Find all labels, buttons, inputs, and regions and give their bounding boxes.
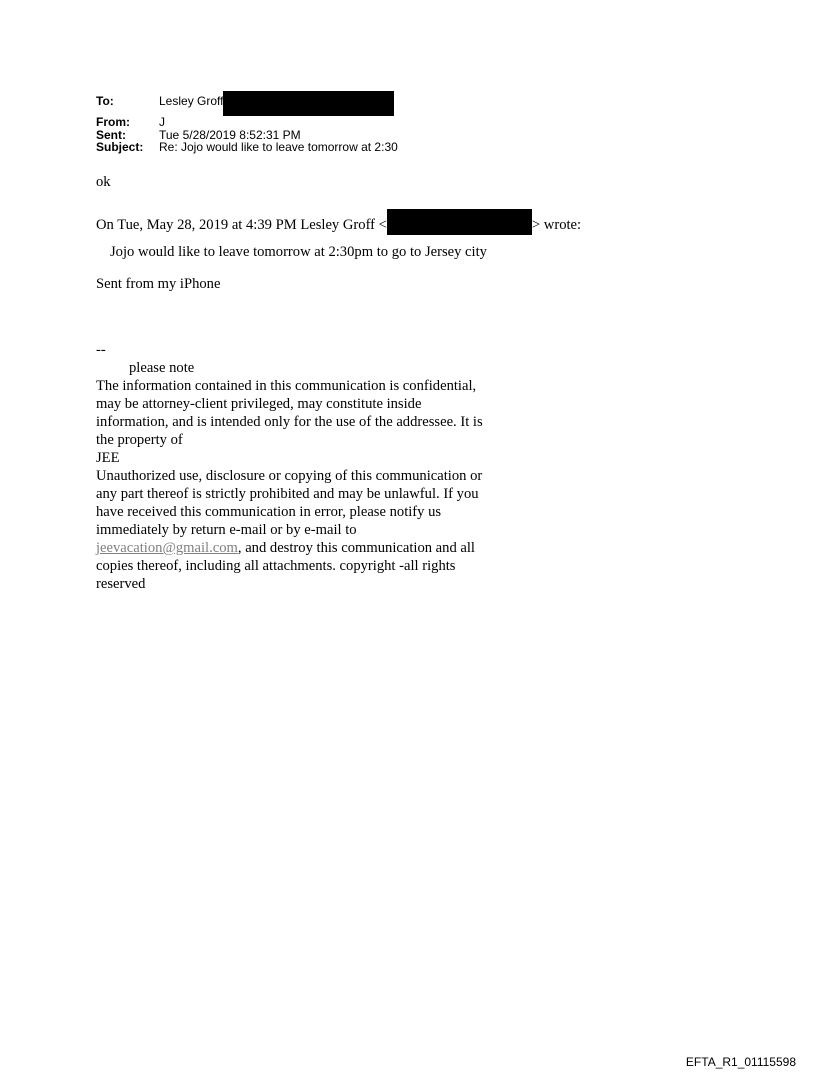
document-id: EFTA_R1_01115598	[685, 1055, 796, 1069]
subject-value: Re: Jojo would like to leave tomorrow at 2:30	[159, 140, 398, 154]
please-note: please note	[129, 360, 195, 376]
redaction-box	[223, 91, 394, 116]
to-row	[96, 95, 398, 116]
redaction-box	[387, 209, 532, 235]
subject-label: Subject:	[96, 140, 144, 154]
sent-label: Sent:	[96, 127, 126, 142]
disclaimer-part-2	[96, 467, 496, 593]
to-name: Lesley Groff	[159, 94, 224, 108]
sent-value: Tue 5/28/2019 8:52:31 PM	[159, 127, 301, 142]
wrote-prefix: On Tue, May 28, 2019 at 4:39 PM Lesley Groff <	[96, 217, 387, 233]
signature: Sent from my iPhone	[96, 276, 221, 292]
to-value	[159, 95, 394, 116]
reply-text: ok	[96, 174, 111, 190]
email-body	[96, 173, 716, 593]
from-label: From:	[96, 115, 130, 129]
disclaimer-owner: JEE	[96, 450, 120, 466]
to-label: To:	[96, 94, 114, 108]
from-value: J	[159, 115, 165, 129]
disclaimer-part-1: The information contained in this communication is confidential, may be attorney-client privileged, may constitute inside information, and is intended only for the use of the addressee. It is the property of	[96, 378, 483, 448]
email-link[interactable]: jeevacation@gmail.com	[96, 540, 238, 556]
from-row	[96, 116, 398, 129]
disclaimer-text-end: , and destroy this communication and all copies thereof, including all attachments. copyright -all rights reserved	[96, 540, 475, 592]
wrote-suffix: > wrote:	[531, 217, 582, 233]
wrote-line	[96, 209, 716, 235]
quoted-message: Jojo would like to leave tomorrow at 2:30pm to go to Jersey city	[110, 244, 487, 260]
subject-row	[96, 141, 398, 154]
signature-separator: --	[96, 342, 106, 358]
disclaimer-text: Unauthorized use, disclosure or copying of this communication or any part thereof is strictly prohibited and may be unlawful. If you have received this communication in error, please notify us immediately by return e-mail or by e-mail to	[96, 468, 483, 538]
email-header	[96, 95, 398, 154]
